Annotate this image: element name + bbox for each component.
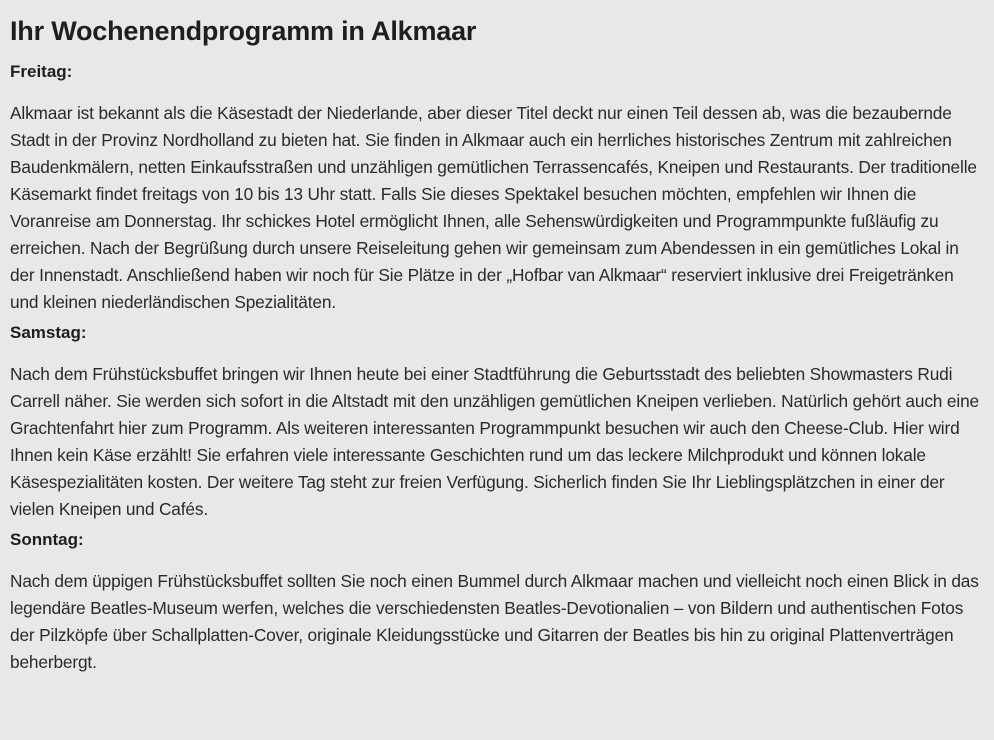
day-section-saturday xyxy=(10,322,984,523)
day-description-saturday: Nach dem Frühstücksbuffet bringen wir Ihnen heute bei einer Stadtführung die Geburtsstadt des beliebten Showmasters Rudi Carrell näher. Sie werden sich sofort in die Altstadt mit den unzähligen gemütlichen Kneipen verlieben. Natürlich gehört auch eine Grachtenfahrt hier zum Programm. Als weiteren interessanten Programmpunkt besuchen wir auch den Cheese-Club. Hier wird Ihnen kein Käse erzählt! Sie erfahren viele interessante Geschichten rund um das leckere Milchprodukt und können lokale Käsespezialitäten kosten. Der weitere Tag steht zur freien Verfügung. Sicherlich finden Sie Ihr Lieblingsplätzchen in einer der vielen Kneipen und Cafés. xyxy=(10,364,979,519)
day-heading-friday: Freitag: xyxy=(10,62,73,81)
page-title: Ihr Wochenendprogramm in Alkmaar xyxy=(10,16,477,46)
day-section-sunday xyxy=(10,529,984,676)
day-description-friday: Alkmaar ist bekannt als die Käsestadt der Niederlande, aber dieser Titel deckt nur einen Teil dessen ab, was die bezaubernde Stadt in der Provinz Nordholland zu bieten hat. Sie finden in Alkmaar auch ein herrliches historisches Zentrum mit zahlreichen Baudenkmälern, netten Einkaufsstraßen und unzähligen gemütlichen Terrassencafés, Kneipen und Restaurants. Der traditionelle Käsemarkt findet freitags von 10 bis 13 Uhr statt. Falls Sie dieses Spektakel besuchen möchten, empfehlen wir Ihnen die Voranreise am Donnerstag. Ihr schickes Hotel ermöglicht Ihnen, alle Sehenswürdigkeiten und Programmpunkte fußläufig zu erreichen. Nach der Begrüßung durch unsere Reiseleitung gehen wir gemeinsam zum Abendessen in ein gemütliches Lokal in der Innenstadt. Anschließend haben wir noch für Sie Plätze in der „Hofbar van Alkmaar“ reserviert inklusive drei Freigetränken und kleinen niederländischen Spezialitäten. xyxy=(10,103,977,312)
day-section-friday xyxy=(10,61,984,316)
day-description-sunday: Nach dem üppigen Frühstücksbuffet sollten Sie noch einen Bummel durch Alkmaar machen und vielleicht noch einen Blick in das legendäre Beatles-Museum werfen, welches die verschiedensten Beatles-Devotionalien – von Bildern und authentischen Fotos der Pilzköpfe über Schallplatten-Cover, originale Kleidungsstücke und Gitarren der Beatles bis hin zu original Plattenverträgen beherbergt. xyxy=(10,571,979,672)
day-heading-sunday: Sonntag: xyxy=(10,530,84,549)
day-heading-saturday: Samstag: xyxy=(10,323,87,342)
